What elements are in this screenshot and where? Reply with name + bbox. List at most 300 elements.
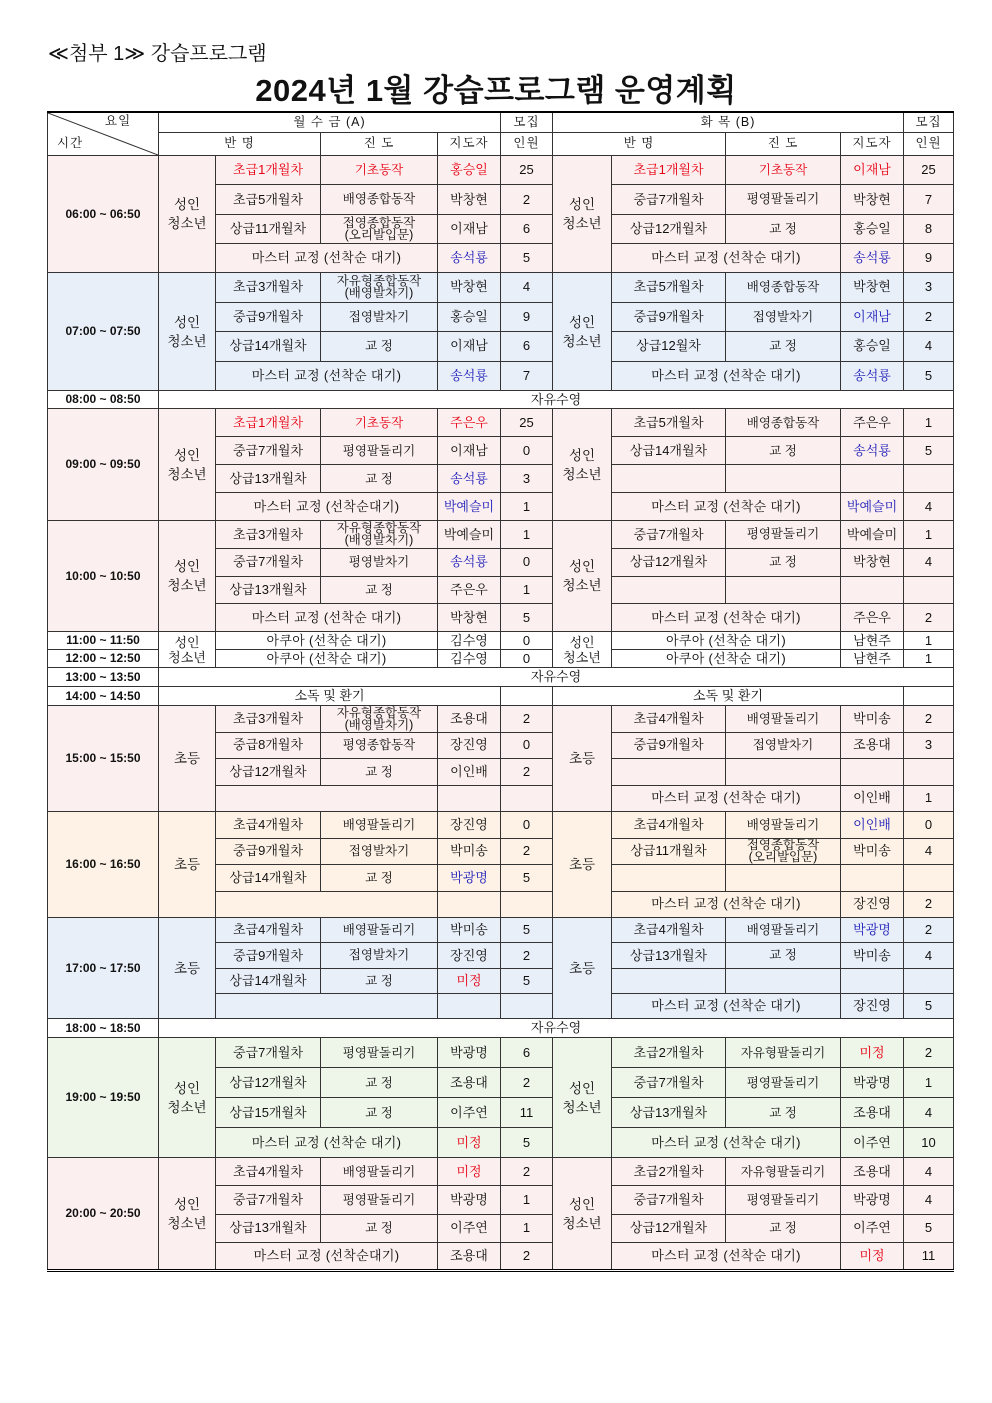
count-cell-b: 4	[904, 1186, 954, 1214]
instructor-cell-b: 주은우	[841, 604, 904, 632]
instructor-cell-b: 박광명	[841, 1186, 904, 1214]
progress-cell-a: 배영팔돌리기	[321, 812, 438, 839]
progress-cell-b	[726, 465, 841, 493]
instructor-header-b: 지도자	[841, 132, 904, 155]
free-swim-row	[48, 1019, 954, 1038]
group-cell-a-line: 초등	[173, 960, 201, 976]
count-cell-a: 5	[501, 1128, 553, 1158]
count-cell-b	[904, 865, 954, 892]
count-cell-a: 5	[501, 918, 553, 943]
instructor-cell-a: 송석룡	[438, 243, 501, 272]
group-cell-b	[553, 706, 612, 812]
count-cell-a: 3	[501, 465, 553, 493]
count-cell-b: 2	[904, 604, 954, 632]
group-cell-b	[553, 409, 612, 521]
instructor-cell-b	[841, 968, 904, 993]
disinfection-cell-b: 소독 및 환기	[553, 687, 904, 706]
free-swim-cell: 자유수영	[159, 668, 954, 687]
count-cell-a: 6	[501, 1038, 553, 1068]
progress-header-b: 진 도	[726, 132, 841, 155]
class-name-cell-b: 상급12월차	[612, 332, 726, 362]
instructor-cell-a: 박창현	[438, 273, 501, 303]
count-cell-b: 2	[904, 891, 954, 918]
count-cell-b: 0	[904, 812, 954, 839]
instructor-cell-b: 박미송	[841, 838, 904, 865]
instructor-cell-a: 박예슬미	[438, 493, 501, 521]
instructor-cell-a	[438, 993, 501, 1018]
count-cell-a: 11	[501, 1098, 553, 1128]
count-cell-a	[501, 785, 553, 812]
page-title: 2024년 1월 강습프로그램 운영계획	[255, 73, 737, 108]
count-cell-a: 6	[501, 332, 553, 362]
count-cell-b: 8	[904, 214, 954, 243]
group-cell-a-line: 청소년	[168, 649, 206, 665]
group-cell-a-line: 청소년	[167, 1215, 207, 1231]
master-class-cell-a	[216, 891, 438, 918]
class-name-cell-b: 중급7개월차	[612, 1186, 726, 1214]
class-name-cell-a: 중급8개월차	[216, 732, 321, 759]
time-cell: 06:00 ~ 06:50	[48, 156, 159, 273]
schedule-row	[48, 706, 954, 733]
progress-cell-b: 배영종합동작	[726, 409, 841, 437]
class-name-cell-a: 중급9개월차	[216, 838, 321, 865]
schedule-b-header: 화 목 (B)	[553, 112, 904, 132]
count-cell-b: 4	[904, 943, 954, 968]
count-cell-a: 5	[501, 604, 553, 632]
class-name-cell-b: 상급13개월차	[612, 943, 726, 968]
group-cell-a	[159, 1158, 216, 1271]
instructor-cell-b: 박창현	[841, 185, 904, 214]
progress-cell-b: 교 정	[726, 1098, 841, 1128]
free-swim-cell: 자유수영	[159, 391, 954, 409]
instructor-cell-a: 박광명	[438, 1186, 501, 1214]
master-class-cell-a	[216, 993, 438, 1018]
attachment-label: ≪첨부 1≫ 강습프로그램	[48, 43, 267, 65]
instructor-cell-b: 이인배	[841, 812, 904, 839]
class-name-cell-b: 중급9개월차	[612, 732, 726, 759]
class-name-cell-a: 중급7개월차	[216, 1038, 321, 1068]
group-cell-a-line: 청소년	[167, 1099, 207, 1115]
count-header-b: 인원	[904, 132, 954, 155]
count-cell-b: 4	[904, 548, 954, 576]
instructor-cell-b: 홍승일	[841, 214, 904, 243]
instructor-cell-a: 박광명	[438, 865, 501, 892]
count-cell-b: 2	[904, 706, 954, 733]
instructor-cell-a: 주은우	[438, 576, 501, 604]
diagonal-header-box	[48, 113, 158, 155]
class-name-cell-a: 상급11개월차	[216, 214, 321, 243]
class-name-cell-b: 초급4개월차	[612, 812, 726, 839]
master-class-cell-b: 마스터 교정 (선착순 대기)	[612, 243, 841, 272]
time-cell: 12:00 ~ 12:50	[48, 650, 159, 668]
instructor-cell-a: 박미송	[438, 918, 501, 943]
count-cell-a	[501, 891, 553, 918]
class-name-header-a: 반 명	[159, 132, 321, 155]
group-cell-a-line: 성인	[173, 1080, 201, 1096]
progress-cell-b: 배영팔돌리기	[726, 918, 841, 943]
progress-cell-a: 배영종합동작	[321, 185, 438, 214]
class-name-cell-a: 초급3개월차	[216, 521, 321, 549]
instructor-cell-a: 박예슬미	[438, 521, 501, 549]
empty-cell	[501, 687, 553, 706]
instructor-cell-b	[841, 465, 904, 493]
count-cell-a: 1	[501, 1214, 553, 1242]
group-cell-b-line: 청소년	[562, 466, 602, 482]
class-name-cell-a: 상급15개월차	[216, 1098, 321, 1128]
count-cell-a	[501, 993, 553, 1018]
progress-cell-a: 자유형종합동작 (배영발차기)	[321, 273, 438, 303]
master-class-cell-a: 마스터 교정 (선착순 대기)	[216, 1128, 438, 1158]
class-name-cell-a: 상급12개월차	[216, 759, 321, 786]
instructor-cell-a: 홍승일	[438, 156, 501, 185]
class-name-cell-a: 초급1개월차	[216, 156, 321, 185]
instructor-cell-b: 이재남	[841, 302, 904, 332]
recruit-a-header: 모집	[501, 112, 553, 132]
instructor-cell-b: 장진영	[841, 993, 904, 1018]
instructor-cell-a: 주은우	[438, 409, 501, 437]
instructor-cell-b: 홍승일	[841, 332, 904, 362]
progress-cell-b: 평영팔돌리기	[726, 1186, 841, 1214]
schedule-row	[48, 521, 954, 549]
class-name-cell-a: 상급14개월차	[216, 968, 321, 993]
instructor-cell-a: 송석룡	[438, 465, 501, 493]
progress-header-a: 진 도	[321, 132, 438, 155]
progress-cell-a: 접영발차기	[321, 838, 438, 865]
instructor-cell-b: 박예슬미	[841, 493, 904, 521]
group-cell-b	[553, 918, 612, 1019]
class-name-cell-b	[612, 968, 726, 993]
time-cell: 19:00 ~ 19:50	[48, 1038, 159, 1158]
progress-cell-b: 교 정	[726, 1214, 841, 1242]
progress-cell-a: 교 정	[321, 759, 438, 786]
count-cell-b: 10	[904, 1128, 954, 1158]
class-name-cell-b: 초급5개월차	[612, 273, 726, 303]
count-cell-a: 0	[501, 632, 553, 650]
class-name-cell-b	[612, 465, 726, 493]
instructor-cell-a: 조용대	[438, 1068, 501, 1098]
master-class-cell-a: 마스터 교정 (선착순 대기)	[216, 604, 438, 632]
instructor-cell-b: 이인배	[841, 785, 904, 812]
instructor-cell-b: 장진영	[841, 891, 904, 918]
count-cell-b: 5	[904, 993, 954, 1018]
schedule-row	[48, 409, 954, 437]
group-cell-b-line: 청소년	[562, 333, 602, 349]
count-cell-b	[904, 465, 954, 493]
count-cell-b: 4	[904, 332, 954, 362]
group-cell-a-line: 성인	[173, 197, 201, 212]
group-cell-b-line: 청소년	[562, 216, 602, 231]
class-name-cell-b: 상급13개월차	[612, 1098, 726, 1128]
count-cell-a: 2	[501, 1158, 553, 1186]
time-cell: 07:00 ~ 07:50	[48, 273, 159, 391]
group-cell-b	[553, 273, 612, 391]
count-cell-b	[904, 759, 954, 786]
group-cell-b	[553, 632, 612, 668]
progress-cell-b: 자유형팔돌리기	[726, 1038, 841, 1068]
count-cell-a: 9	[501, 302, 553, 332]
instructor-cell-a: 김수영	[438, 650, 501, 668]
progress-cell-a: 교 정	[321, 576, 438, 604]
class-name-header-b: 반 명	[553, 132, 726, 155]
instructor-cell-b: 이주연	[841, 1128, 904, 1158]
class-name-cell-b: 초급4개월차	[612, 706, 726, 733]
instructor-cell-a: 미정	[438, 1128, 501, 1158]
count-cell-b: 11	[904, 1242, 954, 1270]
group-cell-a-line: 성인	[173, 447, 201, 463]
master-class-cell-b: 마스터 교정 (선착순 대기)	[612, 1128, 841, 1158]
instructor-cell-a: 송석룡	[438, 361, 501, 391]
class-name-cell-a: 중급9개월차	[216, 302, 321, 332]
instructor-cell-a	[438, 891, 501, 918]
class-name-cell-b: 중급7개월차	[612, 521, 726, 549]
group-cell-a-line: 청소년	[167, 216, 207, 231]
class-name-cell-b: 중급7개월차	[612, 1068, 726, 1098]
count-cell-b: 9	[904, 243, 954, 272]
instructor-cell-b: 박창현	[841, 548, 904, 576]
count-header-a: 인원	[501, 132, 553, 155]
class-name-cell-b	[612, 759, 726, 786]
class-name-cell-b: 중급9개월차	[612, 302, 726, 332]
count-cell-a: 5	[501, 243, 553, 272]
master-class-cell-a: 마스터 교정 (선착순 대기)	[216, 361, 438, 391]
progress-cell-b: 기초동작	[726, 156, 841, 185]
count-cell-a: 25	[501, 409, 553, 437]
progress-cell-a: 접영발차기	[321, 302, 438, 332]
instructor-cell-b: 송석룡	[841, 361, 904, 391]
class-name-cell-b: 상급14개월차	[612, 437, 726, 465]
progress-cell-a: 교 정	[321, 1098, 438, 1128]
group-cell-b	[553, 1038, 612, 1158]
count-cell-b: 7	[904, 185, 954, 214]
time-cell: 13:00 ~ 13:50	[48, 668, 159, 687]
schedule-row	[48, 632, 954, 650]
progress-cell-b	[726, 968, 841, 993]
progress-cell-b: 평영팔돌리기	[726, 185, 841, 214]
header-row-2	[48, 132, 954, 155]
instructor-cell-a: 장진영	[438, 812, 501, 839]
count-cell-a: 6	[501, 214, 553, 243]
count-cell-a: 2	[501, 706, 553, 733]
instructor-cell-b: 박미송	[841, 943, 904, 968]
group-cell-b-line: 초등	[568, 960, 596, 976]
progress-cell-a: 교 정	[321, 465, 438, 493]
instructor-cell-b: 박미송	[841, 706, 904, 733]
progress-cell-b: 접영종합동작 (오리발입문)	[726, 838, 841, 865]
table-header	[48, 112, 954, 156]
class-name-cell-a: 상급12개월차	[216, 1068, 321, 1098]
count-cell-a: 2	[501, 838, 553, 865]
group-cell-b-line: 성인	[568, 314, 596, 330]
time-cell: 08:00 ~ 08:50	[48, 391, 159, 409]
count-cell-b	[904, 968, 954, 993]
time-cell: 20:00 ~ 20:50	[48, 1158, 159, 1271]
time-cell: 17:00 ~ 17:50	[48, 918, 159, 1019]
count-cell-a: 2	[501, 943, 553, 968]
class-name-cell-a: 상급14개월차	[216, 332, 321, 362]
count-cell-b: 1	[904, 1068, 954, 1098]
day-label: 요일	[105, 114, 132, 128]
count-cell-a: 7	[501, 361, 553, 391]
progress-cell-a: 배영팔돌리기	[321, 1158, 438, 1186]
progress-cell-a: 평영발차기	[321, 548, 438, 576]
master-class-cell-a: 마스터 교정 (선착순대기)	[216, 493, 438, 521]
instructor-cell-b	[841, 865, 904, 892]
class-name-cell-b: 상급12개월차	[612, 1214, 726, 1242]
time-cell: 15:00 ~ 15:50	[48, 706, 159, 812]
progress-cell-b: 교 정	[726, 548, 841, 576]
progress-cell-b: 접영발차기	[726, 732, 841, 759]
group-cell-b-line: 초등	[568, 857, 596, 872]
instructor-cell-a: 박미송	[438, 838, 501, 865]
instructor-cell-b: 이주연	[841, 1214, 904, 1242]
count-cell-b: 4	[904, 838, 954, 865]
count-cell-a: 0	[501, 812, 553, 839]
group-cell-a-line: 성인	[173, 314, 201, 330]
class-name-cell-b: 초급2개월차	[612, 1158, 726, 1186]
free-swim-cell: 자유수영	[159, 1019, 954, 1038]
count-cell-b: 2	[904, 1038, 954, 1068]
class-name-cell-a: 초급3개월차	[216, 706, 321, 733]
count-cell-a: 1	[501, 521, 553, 549]
progress-cell-b: 배영종합동작	[726, 273, 841, 303]
free-swim-row	[48, 391, 954, 409]
schedule-a-header: 월 수 금 (A)	[159, 112, 501, 132]
instructor-cell-b: 미정	[841, 1038, 904, 1068]
day-time-header	[48, 112, 159, 156]
master-class-cell-b: 아쿠아 (선착순 대기)	[612, 650, 841, 668]
progress-cell-b: 접영발차기	[726, 302, 841, 332]
progress-cell-b: 교 정	[726, 437, 841, 465]
count-cell-a: 0	[501, 548, 553, 576]
group-cell-a	[159, 812, 216, 918]
time-cell: 11:00 ~ 11:50	[48, 632, 159, 650]
master-class-cell-a	[216, 785, 438, 812]
master-class-cell-b: 마스터 교정 (선착순 대기)	[612, 493, 841, 521]
disinfection-cell-a: 소독 및 환기	[159, 687, 501, 706]
instructor-header-a: 지도자	[438, 132, 501, 155]
master-class-cell-a: 아쿠아 (선착순 대기)	[216, 650, 438, 668]
count-cell-a: 0	[501, 437, 553, 465]
instructor-cell-a: 이재남	[438, 214, 501, 243]
schedule-row	[48, 156, 954, 185]
progress-cell-b: 평영팔돌리기	[726, 521, 841, 549]
count-cell-a: 1	[501, 493, 553, 521]
empty-cell	[904, 687, 954, 706]
time-cell: 09:00 ~ 09:50	[48, 409, 159, 521]
instructor-cell-a: 김수영	[438, 632, 501, 650]
progress-cell-b: 교 정	[726, 943, 841, 968]
group-cell-a	[159, 156, 216, 273]
progress-cell-a: 기초동작	[321, 156, 438, 185]
master-class-cell-b: 마스터 교정 (선착순 대기)	[612, 604, 841, 632]
class-name-cell-a: 상급13개월차	[216, 465, 321, 493]
instructor-cell-a: 조용대	[438, 706, 501, 733]
group-cell-a-line: 청소년	[167, 333, 207, 349]
instructor-cell-a: 이재남	[438, 437, 501, 465]
class-name-cell-a: 중급7개월차	[216, 1186, 321, 1214]
schedule-row	[48, 1038, 954, 1068]
group-cell-a-line: 성인	[174, 634, 200, 650]
count-cell-b: 2	[904, 302, 954, 332]
progress-cell-a: 평영팔돌리기	[321, 1186, 438, 1214]
group-cell-a-line: 초등	[173, 751, 201, 766]
instructor-cell-a: 홍승일	[438, 302, 501, 332]
progress-cell-a: 교 정	[321, 332, 438, 362]
instructor-cell-a	[438, 785, 501, 812]
group-cell-a	[159, 409, 216, 521]
group-cell-b-line: 청소년	[562, 578, 602, 593]
class-name-cell-a: 초급4개월차	[216, 918, 321, 943]
instructor-cell-b: 이재남	[841, 156, 904, 185]
instructor-cell-b: 박예슬미	[841, 521, 904, 549]
group-cell-b-line: 초등	[568, 751, 596, 766]
master-class-cell-a: 마스터 교정 (선착순 대기)	[216, 243, 438, 272]
count-cell-b: 25	[904, 156, 954, 185]
progress-cell-a: 교 정	[321, 968, 438, 993]
group-cell-b	[553, 521, 612, 632]
progress-cell-a: 접영발차기	[321, 943, 438, 968]
class-name-cell-a: 초급1개월차	[216, 409, 321, 437]
progress-cell-a: 평영종합동작	[321, 732, 438, 759]
count-cell-b: 1	[904, 785, 954, 812]
group-cell-a	[159, 918, 216, 1019]
count-cell-a: 4	[501, 273, 553, 303]
class-name-cell-a: 초급3개월차	[216, 273, 321, 303]
schedule-row	[48, 812, 954, 839]
group-cell-a	[159, 1038, 216, 1158]
class-name-cell-a: 상급13개월차	[216, 1214, 321, 1242]
group-cell-b-line: 청소년	[562, 1215, 602, 1231]
instructor-cell-b: 조용대	[841, 1158, 904, 1186]
class-name-cell-b: 상급12개월차	[612, 214, 726, 243]
class-name-cell-a: 초급4개월차	[216, 1158, 321, 1186]
progress-cell-a: 교 정	[321, 1214, 438, 1242]
instructor-cell-b	[841, 759, 904, 786]
class-name-cell-b: 초급2개월차	[612, 1038, 726, 1068]
time-cell: 18:00 ~ 18:50	[48, 1019, 159, 1038]
group-cell-a-line: 청소년	[167, 466, 207, 482]
class-name-cell-b: 초급5개월차	[612, 409, 726, 437]
group-cell-b-line: 성인	[568, 1080, 596, 1096]
count-cell-b: 1	[904, 650, 954, 668]
time-cell: 10:00 ~ 10:50	[48, 521, 159, 632]
instructor-cell-a: 조용대	[438, 1242, 501, 1270]
instructor-cell-a: 박창현	[438, 185, 501, 214]
schedule-table	[47, 111, 954, 1272]
count-cell-b: 5	[904, 361, 954, 391]
instructor-cell-a: 이주연	[438, 1098, 501, 1128]
count-cell-a: 2	[501, 185, 553, 214]
instructor-cell-b: 박광명	[841, 1068, 904, 1098]
progress-cell-a: 교 정	[321, 865, 438, 892]
progress-cell-b	[726, 759, 841, 786]
free-swim-row	[48, 668, 954, 687]
count-cell-b: 1	[904, 632, 954, 650]
count-cell-b: 3	[904, 732, 954, 759]
instructor-cell-a: 장진영	[438, 943, 501, 968]
instructor-cell-a: 이인배	[438, 759, 501, 786]
count-cell-b: 1	[904, 521, 954, 549]
group-cell-a-line: 성인	[173, 559, 201, 574]
progress-cell-a: 자유형종합동작 (배영발차기)	[321, 706, 438, 733]
progress-cell-a: 기초동작	[321, 409, 438, 437]
master-class-cell-a: 마스터 교정 (선착순대기)	[216, 1242, 438, 1270]
time-label: 시간	[57, 136, 84, 150]
group-cell-b-line: 성인	[569, 634, 595, 650]
instructor-cell-b: 주은우	[841, 409, 904, 437]
group-cell-a	[159, 706, 216, 812]
count-cell-b: 2	[904, 918, 954, 943]
